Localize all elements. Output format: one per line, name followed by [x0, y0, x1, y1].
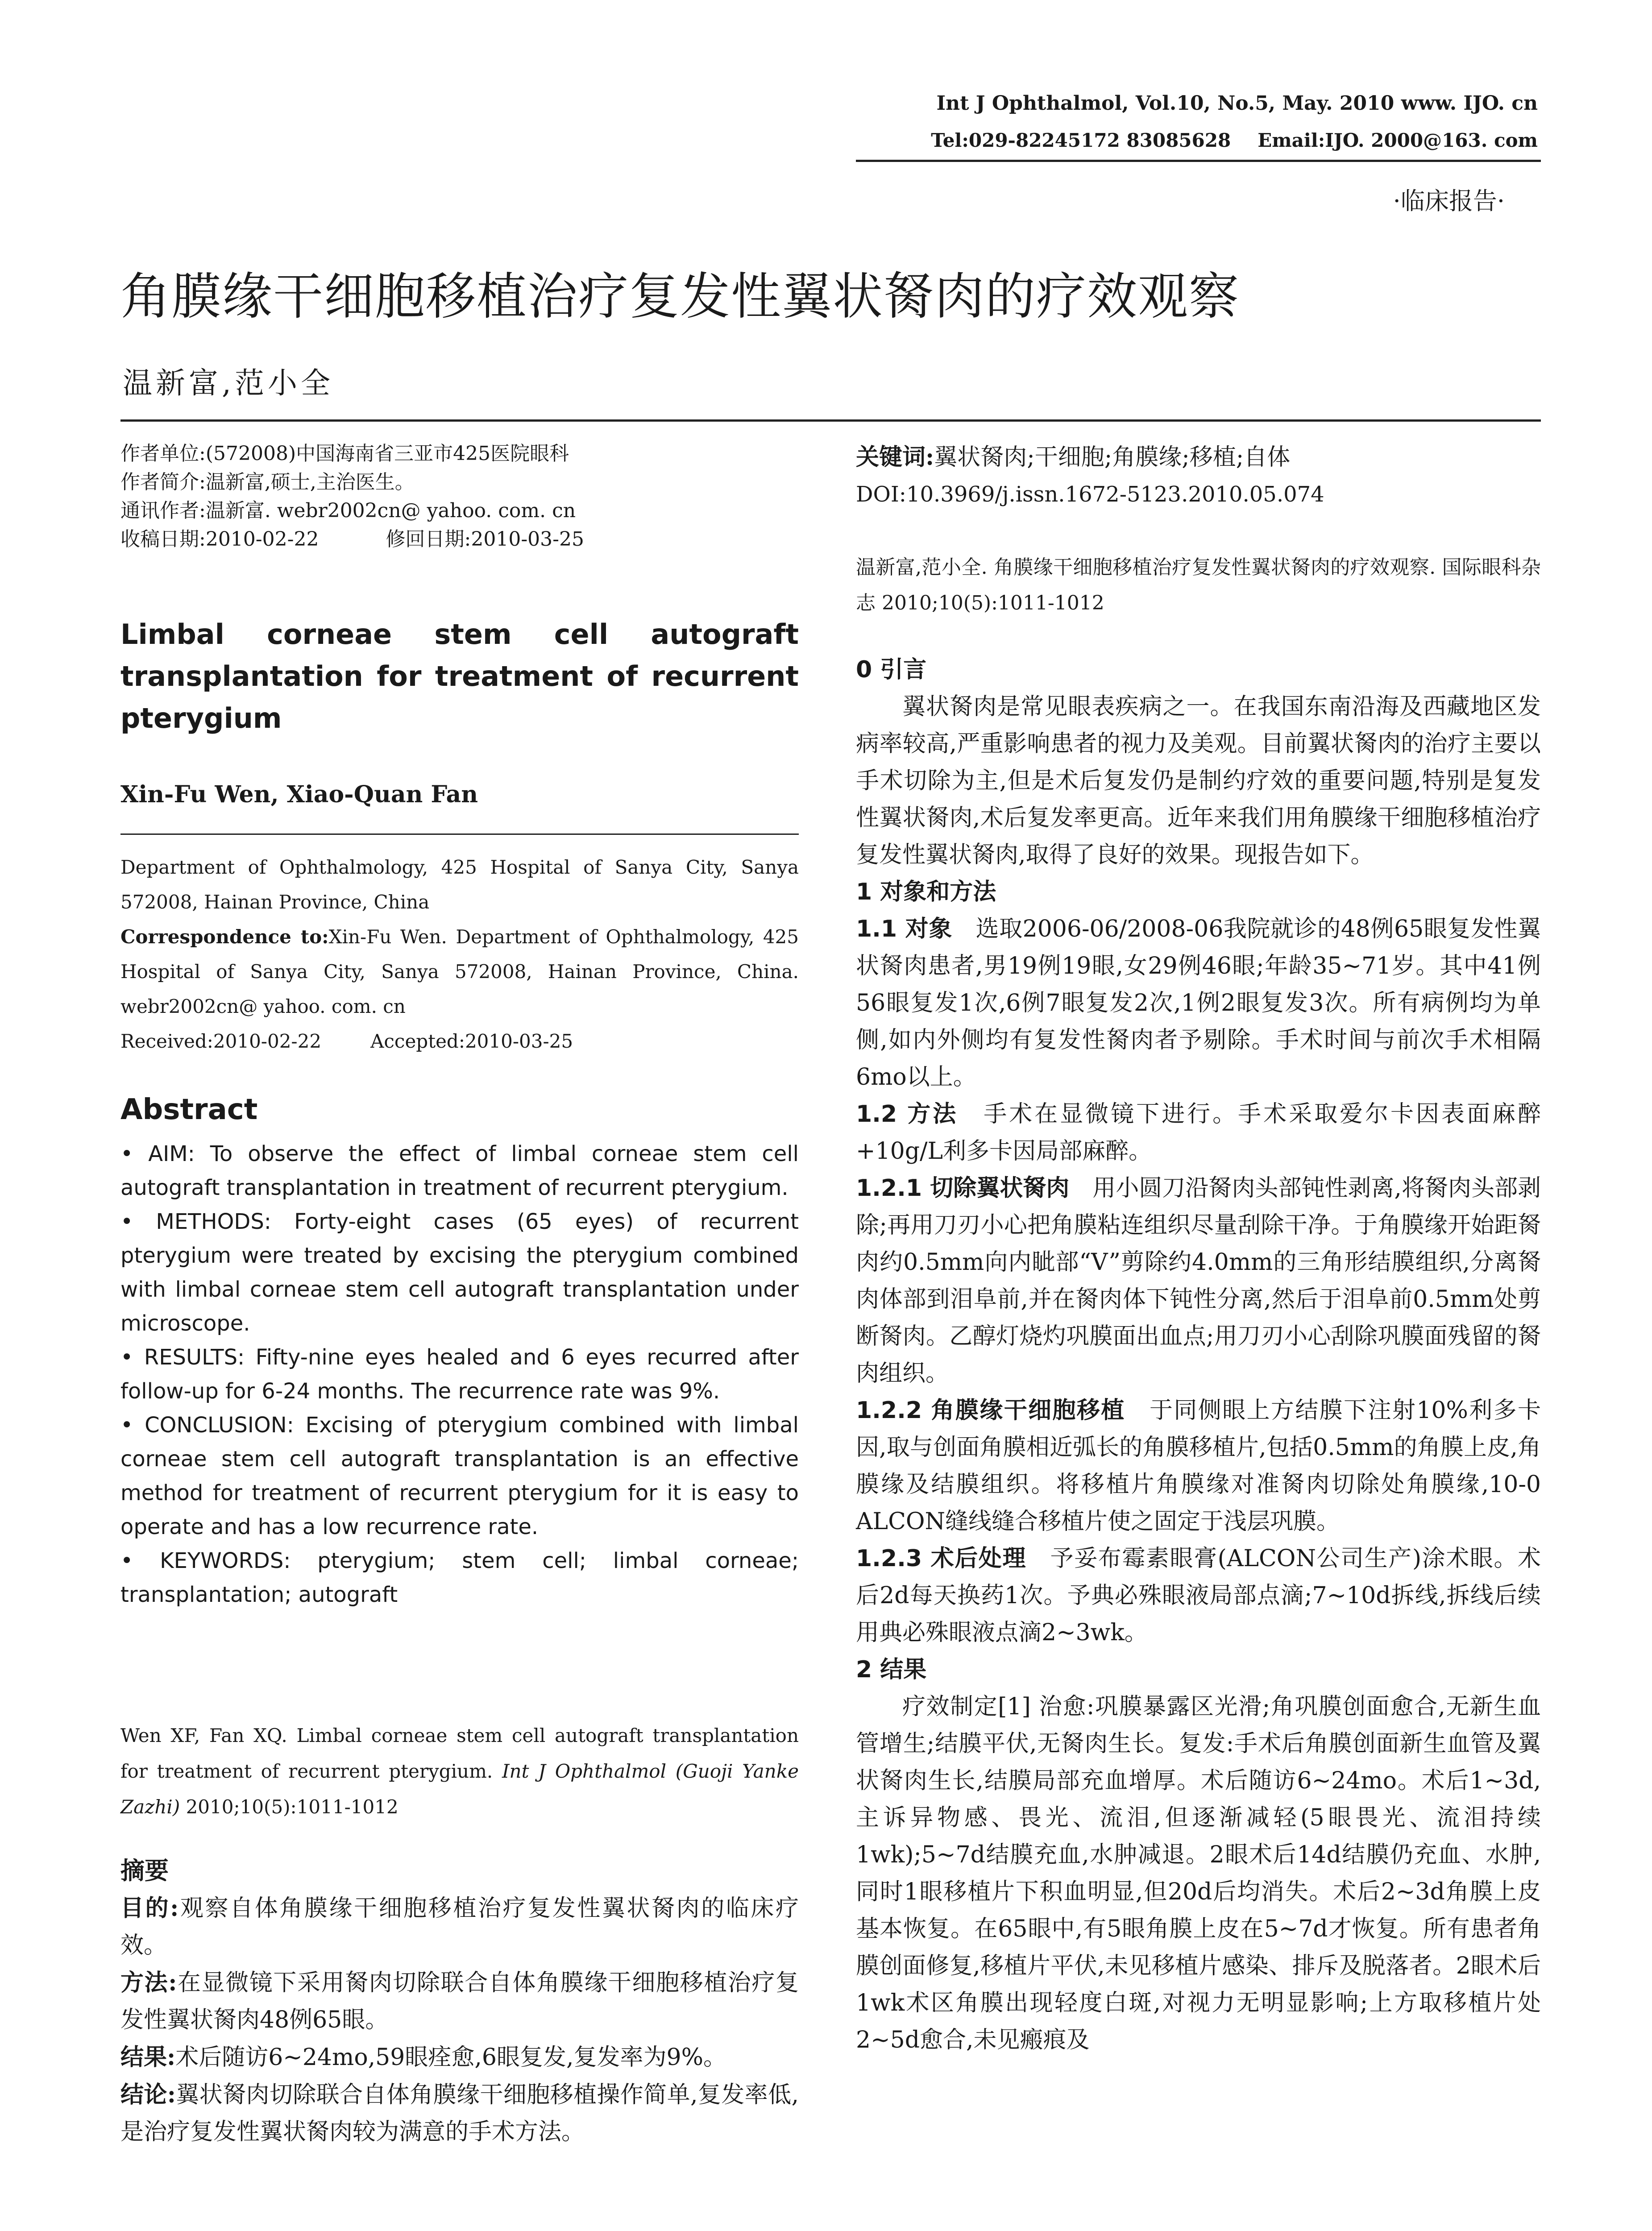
citation-en-tail: 2010;10(5):1011-1012	[186, 1796, 398, 1818]
section-2-heading: 2 结果	[856, 1656, 927, 1683]
cn-abstract-body	[120, 1890, 799, 2151]
journal-email: Email:IJO. 2000@163. com	[1258, 129, 1538, 151]
journal-contact-line	[931, 129, 1538, 151]
section-1-2-2-text: 于同侧眼上方结膜下注射10%利多卡因,取与创面角膜相近弧长的角膜移植片,包括0.5mm的角膜上皮,角膜缘及结膜组织。将移植片角膜缘对准胬肉切除处角膜缘,10-0 ALCON缝线缝合移植片使之固定于浅层巩膜。	[856, 1397, 1541, 1535]
cn-methods-text: 在显微镜下采用胬肉切除联合自体角膜缘干细胞移植治疗复发性翼状胬肉48例65眼。	[120, 1970, 799, 2033]
header-rule	[856, 160, 1541, 162]
cn-conclusion-text: 翼状胬肉切除联合自体角膜缘干细胞移植操作简单,复发率低,是治疗复发性翼状胬肉较为满意的手术方法。	[120, 2082, 799, 2145]
section-1-2	[856, 1096, 1541, 1170]
section-1-2-3-text: 予妥布霉素眼膏(ALCON公司生产)涂术眼。术后2d每天换药1次。予典必殊眼液局部点滴;7~10d拆线,拆线后续用典必殊眼液点滴2~3wk。	[856, 1545, 1541, 1646]
keywords-label: 关键词:	[856, 444, 934, 471]
abstract-methods: • METHODS: Forty-eight cases (65 eyes) of recurrent pterygium were treated by excising the pterygium combined with limbal corneae stem cell autograft transplantation under microscope.	[120, 1209, 799, 1336]
citation-cn: 温新富,范小全. 角膜缘干细胞移植治疗复发性翼状胬肉的疗效观察. 国际眼科杂志 2010;10(5):1011-1012	[856, 556, 1541, 614]
doi: DOI:10.3969/j.issn.1672-5123.2010.05.074	[856, 482, 1324, 507]
section-1-2-2	[856, 1392, 1541, 1540]
cn-aim-text: 观察自体角膜缘干细胞移植治疗复发性翼状胬肉的临床疗效。	[120, 1895, 799, 1959]
section-1-1-heading: 1.1 对象	[856, 916, 952, 942]
section-1-2-1-text: 用小圆刀沿胬肉头部钝性剥离,将胬肉头部剥除;再用刀刃小心把角膜粘连组织尽量刮除干净。于角膜缘开始距胬肉约0.5mm向内眦部“V”剪除约4.0mm的三角形结膜组织,分离胬肉体部到泪阜前,并在胬肉体下钝性分离,然后于泪阜前0.5mm处剪断胬肉。乙醇灯烧灼巩膜面出血点;用刀刃小心刮除巩膜面残留的胬肉组织。	[856, 1175, 1541, 1387]
correspondence-label: Correspondence to:	[120, 926, 329, 948]
correspondence-en	[120, 920, 799, 1024]
section-1-2-3	[856, 1540, 1541, 1651]
title-rule	[120, 419, 1541, 422]
abstract-keywords: • KEYWORDS: pterygium; stem cell; limbal corneae; transplantation; autograft	[120, 1548, 799, 1607]
section-0-text: 翼状胬肉是常见眼表疾病之一。在我国东南沿海及西藏地区发病率较高,严重影响患者的视力及美观。目前翼状胬肉的治疗主要以手术切除为主,但是术后复发仍是制约疗效的重要问题,特别是复发性翼状胬肉,术后复发率更高。近年来我们用角膜缘干细胞移植治疗复发性翼状胬肉,取得了良好的效果。现报告如下。	[856, 693, 1541, 868]
author-bio: 作者简介:温新富,硕士,主治医生。	[120, 471, 415, 493]
cn-abstract-results	[120, 2039, 799, 2076]
section-1-2-text: 手术在显微镜下进行。手术采取爱尔卡因表面麻醉+10g/L利多卡因局部麻醉。	[856, 1101, 1541, 1165]
correspondence-text: Xin-Fu Wen. Department of Ophthalmology, 425 Hospital of Sanya City, Sanya 572008, Hainan Province, China. webr2002cn@ yahoo. com. cn	[120, 926, 799, 1017]
section-1-2-1-heading: 1.2.1 切除翼状胬肉	[856, 1175, 1070, 1202]
cn-abstract-heading: 摘要	[120, 1856, 169, 1885]
section-1-2-1	[856, 1170, 1541, 1392]
cn-abstract-aim	[120, 1890, 799, 1964]
received-en: Received:2010-02-22	[120, 1030, 322, 1052]
article-title-en: Limbal corneae stem cell autograft transplantation for treatment of recurrent pterygium	[120, 618, 799, 734]
section-1-2-heading: 1.2 方法	[856, 1101, 959, 1128]
abstract-aim: • AIM: To observe the effect of limbal corneae stem cell autograft transplantation in treatment of recurrent pterygium.	[120, 1141, 799, 1200]
affiliation-text: Department of Ophthalmology, 425 Hospital of Sanya City, Sanya 572008, Hainan Province, China	[120, 856, 799, 913]
article-authors-cn: 温新富,范小全	[123, 366, 334, 400]
section-1-1-text: 选取2006-06/2008-06我院就诊的48例65眼复发性翼状胬肉患者,男19例19眼,女29例46眼;年龄35~71岁。其中41例56眼复发1次,6例7眼复发2次,1例2眼复发3次。所有病例均为单侧,如内外侧均有复发性胬肉者予剔除。手术时间与前次手术相隔6mo以上。	[856, 916, 1541, 1091]
affiliation-en	[120, 850, 799, 1059]
journal-tel: Tel:029-82245172 83085628	[931, 129, 1231, 151]
section-tag: ·临床报告·	[1393, 187, 1505, 215]
corresponding-author: 通讯作者:温新富. webr2002cn@ yahoo. com. cn	[120, 499, 576, 522]
citation-en	[120, 1718, 799, 1825]
revised-date: 修回日期:2010-03-25	[386, 528, 585, 551]
section-0-heading: 0 引言	[856, 656, 927, 683]
citation-en-text: Wen XF, Fan XQ. Limbal corneae stem cell autograft transplantation for treatment of recurrent pterygium.	[120, 1725, 799, 1782]
author-meta	[120, 440, 799, 554]
accepted-en: Accepted:2010-03-25	[370, 1030, 573, 1052]
author-unit: 作者单位:(572008)中国海南省三亚市425医院眼科	[120, 442, 569, 465]
section-1-heading: 1 对象和方法	[856, 879, 996, 905]
citation-en-journal: Int J Ophthalmol (Guoji Yanke Zazhi)	[120, 1760, 799, 1818]
cn-abstract-conclusion	[120, 2076, 799, 2151]
received-date: 收稿日期:2010-02-22	[120, 528, 319, 551]
section-1-1	[856, 911, 1541, 1096]
article-authors-en: Xin-Fu Wen, Xiao-Quan Fan	[120, 781, 478, 808]
dates	[120, 525, 799, 554]
cn-conclusion-label: 结论:	[120, 2081, 176, 2108]
section-1-2-2-heading: 1.2.2 角膜缘干细胞移植	[856, 1397, 1125, 1424]
abstract-body	[120, 1137, 799, 1612]
keywords-cn	[856, 440, 1541, 475]
cn-methods-label: 方法:	[120, 1969, 177, 1996]
abstract-conclusion: • CONCLUSION: Excising of pterygium combined with limbal corneae stem cell autograft transplantation is an effective method for treatment of recurrent pterygium for it is easy to operate and has a low recurrence rate.	[120, 1413, 799, 1539]
cn-aim-label: 目的:	[120, 1895, 179, 1922]
cn-results-text: 术后随访6~24mo,59眼痊愈,6眼复发,复发率为9%。	[175, 2044, 726, 2071]
abstract-results: • RESULTS: Fifty-nine eyes healed and 6 eyes recurred after follow-up for 6-24 months. The recurrence rate was 9%.	[120, 1345, 799, 1404]
dates-en	[120, 1024, 799, 1059]
cn-abstract-methods	[120, 1964, 799, 2039]
abstract-heading: Abstract	[120, 1093, 258, 1126]
journal-header-line: Int J Ophthalmol, Vol.10, No.5, May. 2010 www. IJO. cn	[936, 92, 1538, 115]
section-2-text: 疗效制定[1] 治愈:巩膜暴露区光滑;角巩膜创面愈合,无新生血管增生;结膜平伏,无胬肉生长。复发:手术后角膜创面新生血管及翼状胬肉生长,结膜局部充血增厚。术后随访6~24mo。术后1~3d,主诉异物感、畏光、流泪,但逐渐减轻(5眼畏光、流泪持续1wk);5~7d结膜充血,水肿减退。2眼术后14d结膜仍充血、水肿,同时1眼移植片下积血明显,但20d后均消失。术后2~3d角膜上皮基本恢复。在65眼中,有5眼角膜上皮在5~7d才恢复。所有患者角膜创面修复,移植片平伏,未见移植片感染、排斥及脱落者。2眼术后1wk术区角膜出现轻度白斑,对视力无明显影响;上方取移植片处2~5d愈合,未见瘢痕及	[856, 1693, 1541, 2053]
cn-results-label: 结果:	[120, 2044, 176, 2071]
affil-rule	[120, 834, 799, 835]
article-title-cn: 角膜缘干细胞移植治疗复发性翼状胬肉的疗效观察	[120, 268, 1240, 326]
article-body	[856, 651, 1541, 2059]
section-1-2-3-heading: 1.2.3 术后处理	[856, 1545, 1027, 1572]
keywords-text: 翼状胬肉;干细胞;角膜缘;移植;自体	[934, 444, 1291, 471]
